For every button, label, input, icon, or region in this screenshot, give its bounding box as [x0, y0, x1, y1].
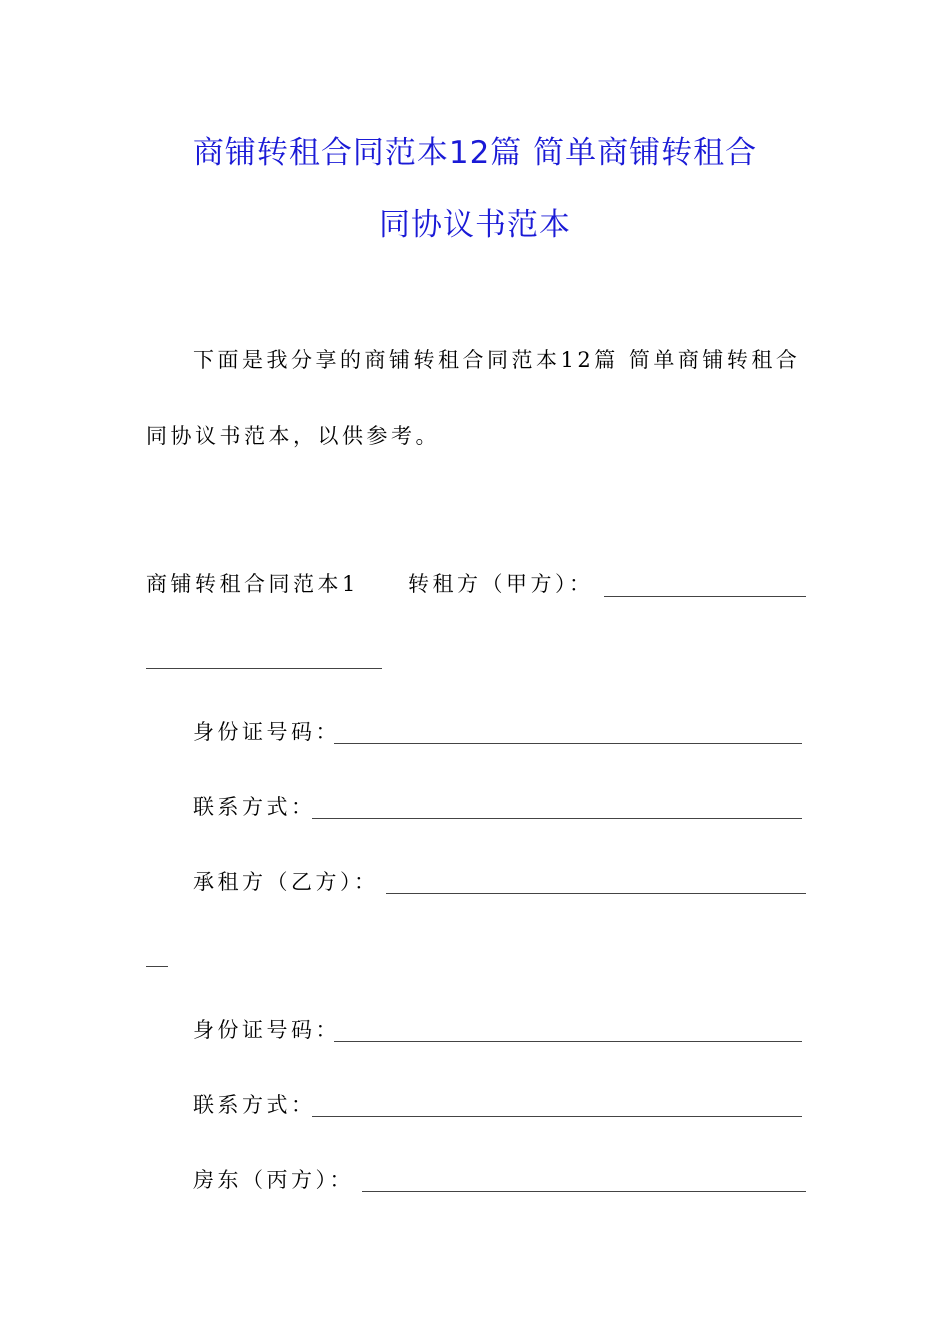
- sublessee-id-blank-line: [334, 1041, 802, 1042]
- intro-line-1: 下面是我分享的商铺转租合同范本12篇 简单商铺转租合: [193, 348, 801, 372]
- sublessee-label: 承租方（乙方）：: [193, 870, 379, 894]
- contract-heading: 商铺转租合同范本1: [146, 572, 359, 596]
- document-title-line-1: 商铺转租合同范本12篇 简单商铺转租合: [192, 135, 758, 171]
- sublessee-contact-label: 联系方式：: [193, 1093, 316, 1117]
- sublessor-contact-blank-line: [312, 818, 802, 819]
- document-title-line-2: 同协议书范本: [379, 207, 571, 243]
- sublessor-id-blank-line: [334, 743, 802, 744]
- intro-line-2: 同协议书范本，以供参考。: [146, 424, 440, 448]
- sublessee-contact-blank-line: [312, 1116, 802, 1117]
- sublessee-blank-line: [386, 893, 806, 894]
- sublessor-id-label: 身份证号码：: [193, 720, 340, 744]
- sublessor-contact-label: 联系方式：: [193, 795, 316, 819]
- sublessor-blank-line-continued: [146, 668, 382, 669]
- sublessee-blank-line-continued: [146, 966, 168, 967]
- sublessor-label: 转租方（甲方）：: [408, 572, 594, 596]
- sublessor-blank-line: [604, 596, 806, 597]
- landlord-label: 房东（丙方）：: [193, 1168, 354, 1192]
- sublessee-id-label: 身份证号码：: [193, 1018, 340, 1042]
- landlord-blank-line: [362, 1191, 806, 1192]
